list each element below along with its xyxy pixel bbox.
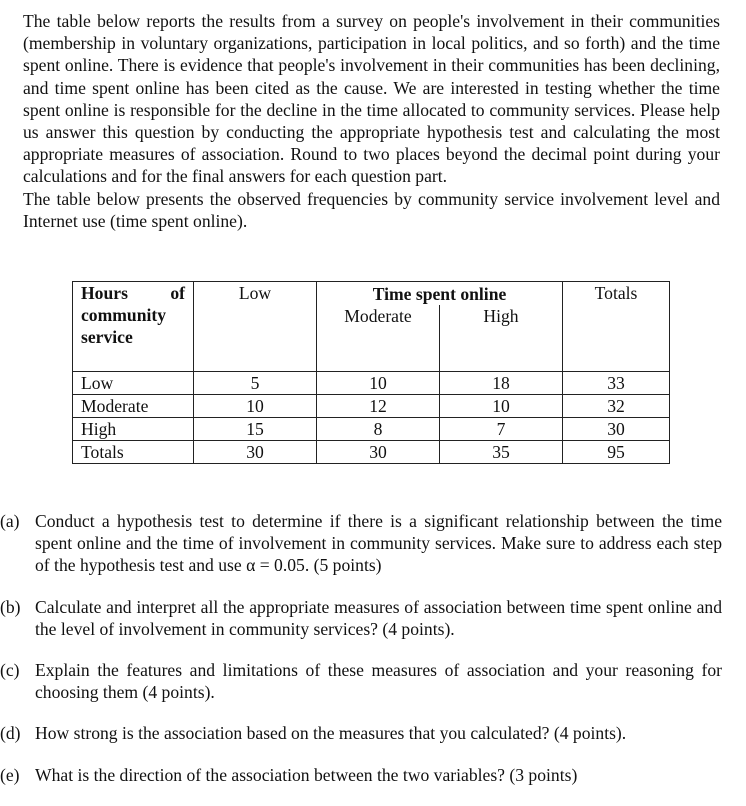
question-text: How strong is the association based on the measures that you calculated? (4 points). (35, 723, 627, 744)
table-header-row-top (73, 282, 670, 306)
question-text: What is the direction of the association between the two variables? (3 points) (35, 764, 578, 785)
table-cell: 10 (440, 394, 563, 417)
table-cell: 12 (317, 394, 440, 417)
row-label: Totals (73, 440, 194, 463)
row-header-label: Hours of community service (73, 282, 194, 372)
table-cell: 8 (317, 417, 440, 440)
column-header-moderate: Moderate (317, 305, 440, 371)
table-cell: 10 (317, 371, 440, 394)
question-text: Conduct a hypothesis test to determine if there is a significant relationship between the time spent online and the time of involvement in community services. Make sure to address each step of the hypothesis test and use α = 0.05. (5 points) (35, 511, 722, 576)
table-cell: 33 (563, 371, 670, 394)
frequency-table (72, 281, 670, 464)
question-marker: (e) (0, 764, 20, 785)
question-item (0, 659, 722, 703)
question-item (0, 764, 722, 786)
question-marker: (d) (0, 723, 21, 744)
table-cell: 35 (440, 440, 563, 463)
intro-text (23, 10, 720, 232)
table-description: The table below presents the observed frequencies by community service involvement level and Internet use (time spent online). (23, 188, 720, 231)
question-item (0, 510, 722, 577)
table-cell: 32 (563, 394, 670, 417)
table-cell: 10 (194, 394, 317, 417)
question-marker: (b) (0, 596, 21, 617)
time-spent-online-header: Time spent online (317, 282, 563, 306)
column-header-low: Low (194, 282, 317, 372)
table-cell: 30 (317, 440, 440, 463)
table-row (73, 394, 670, 417)
table-cell: 18 (440, 371, 563, 394)
table-cell: 15 (194, 417, 317, 440)
question-marker: (a) (0, 511, 20, 531)
table-row (73, 371, 670, 394)
table-cell: 5 (194, 371, 317, 394)
table-cell: 7 (440, 417, 563, 440)
row-label: Low (73, 371, 194, 394)
column-header-high: High (440, 305, 563, 371)
question-text: Explain the features and limitations of these measures of association and your reasoning for choosing them (4 points). (35, 660, 722, 703)
row-label: Moderate (73, 394, 194, 417)
table-row (73, 440, 670, 463)
table-cell: 30 (563, 417, 670, 440)
table-row (73, 417, 670, 440)
question-marker: (c) (0, 660, 20, 681)
row-label: High (73, 417, 194, 440)
table-cell: 95 (563, 440, 670, 463)
intro-paragraph: The table below reports the results from a survey on people's involvement in their communities (membership in voluntary organizations, participation in local politics, and so forth) and the time spent online. There is evidence that people's involvement in their communities has been declining, and time spent online has been cited as the cause. We are interested in testing whether the time spent online is responsible for the decline in the time allocated to community services. Please help us answer this question by conducting the appropriate hypothesis test and calculating the most appropriate measures of association. Round to two places beyond the decimal point during your calculations and for the final answers for each question part. (23, 11, 720, 187)
table-cell: 30 (194, 440, 317, 463)
column-header-totals: Totals (563, 282, 670, 372)
question-item (0, 722, 722, 744)
question-list (0, 510, 722, 805)
question-item (0, 596, 722, 640)
question-text: Calculate and interpret all the appropriate measures of association between time spent online and the level of involvement in community services? (4 points). (35, 596, 722, 639)
